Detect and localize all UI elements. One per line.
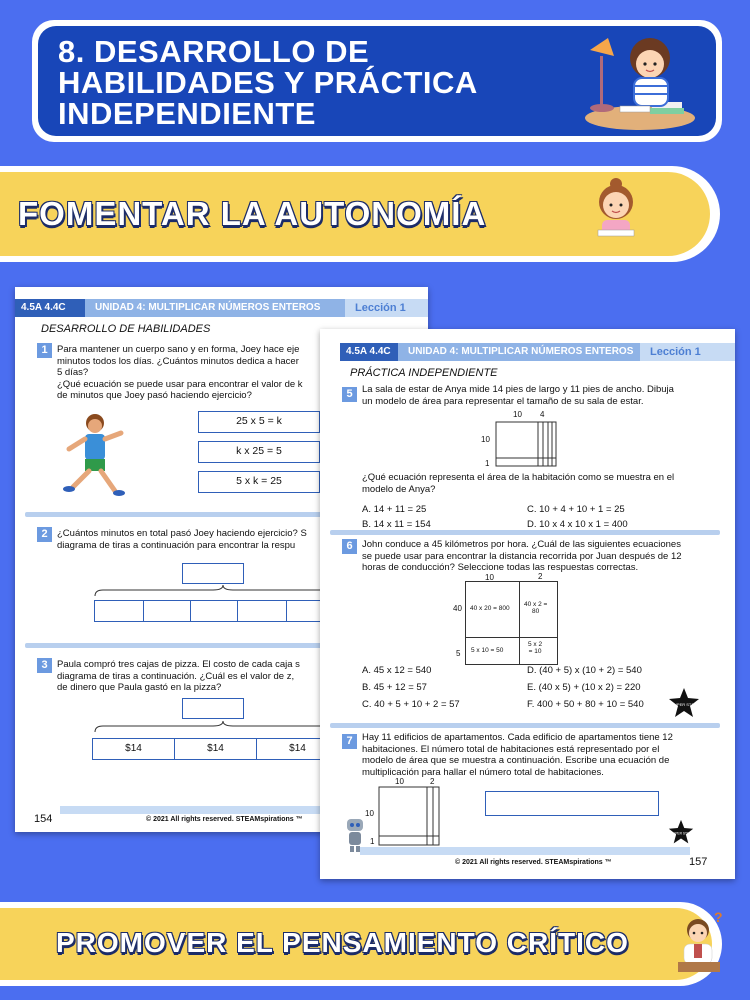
right-worksheet-page bbox=[320, 329, 735, 879]
answer-option[interactable]: B. 45 + 12 = 57 bbox=[362, 682, 427, 693]
answer-box[interactable] bbox=[485, 791, 659, 816]
question-number: 7 bbox=[342, 734, 357, 749]
copyright: © 2021 All rights reserved. STEAMspirations ™ bbox=[455, 859, 612, 866]
super-star-icon bbox=[668, 687, 700, 719]
question-text: Hay 11 edificios de apartamentos. Cada edificio de apartamentos tiene 12 habitaciones. El número total de habitaciones está representado por el modelo de área que se muestra a continuación. Escribe una ecuación de multiplicación para hallar el número total de habitaciones. bbox=[362, 732, 673, 778]
question-number: 3 bbox=[37, 658, 52, 673]
section-divider bbox=[330, 723, 720, 728]
svg-text:?: ? bbox=[714, 910, 723, 925]
answer-option[interactable]: C. 40 + 5 + 10 + 2 = 57 bbox=[362, 699, 460, 710]
strip-cell: $14 bbox=[92, 738, 175, 760]
svg-text:SUPER STAR: SUPER STAR bbox=[671, 702, 697, 707]
girl-studying-illustration bbox=[580, 28, 700, 132]
area-model bbox=[465, 581, 558, 665]
area-label: 10 bbox=[365, 809, 374, 818]
area-label: 2 bbox=[538, 572, 543, 581]
page-title: 8. DESARROLLO DE HABILIDADES Y PRÁCTICA INDEPENDIENTE bbox=[58, 34, 477, 131]
page-number: 154 bbox=[34, 813, 53, 825]
answer-option[interactable]: B. 14 x 11 = 154 bbox=[362, 519, 431, 530]
area-cell: 40 x 20 = 800 bbox=[470, 605, 510, 612]
equation-option[interactable]: 25 x 5 = k bbox=[198, 411, 320, 433]
section-title: DESARROLLO DE HABILIDADES bbox=[41, 323, 211, 335]
answer-option[interactable]: A. 14 + 11 = 25 bbox=[362, 504, 427, 515]
worksheet-code: 4.5A 4.4C bbox=[15, 299, 85, 317]
area-label: 2 bbox=[430, 777, 435, 786]
question-text: ¿Cuántos minutos en total pasó Joey haciendo ejercicio? S diagrama de tiras a continuación para encontrar la respu bbox=[57, 528, 307, 551]
question-number: 1 bbox=[37, 343, 52, 358]
footer-bar bbox=[360, 847, 690, 855]
running-boy-illustration bbox=[55, 409, 135, 501]
top-banner-text: FOMENTAR LA AUTONOMÍA bbox=[18, 195, 487, 232]
area-label: 5 bbox=[456, 649, 461, 658]
answer-option[interactable]: D. 10 x 4 x 10 x 1 = 400 bbox=[527, 519, 628, 530]
area-model bbox=[495, 421, 557, 467]
strip-cell: $14 bbox=[174, 738, 257, 760]
page-number: 157 bbox=[689, 856, 708, 868]
equation-option[interactable]: 5 x k = 25 bbox=[198, 471, 320, 493]
thinking-man-icon bbox=[676, 910, 726, 974]
answer-box[interactable] bbox=[182, 563, 244, 584]
area-label: 10 bbox=[481, 435, 490, 444]
answer-option[interactable]: A. 45 x 12 = 540 bbox=[362, 665, 432, 676]
answer-option[interactable]: C. 10 + 4 + 10 + 1 = 25 bbox=[527, 504, 625, 515]
answer-option[interactable]: D. (40 + 5) x (10 + 2) = 540 bbox=[527, 665, 642, 676]
question-number: 5 bbox=[342, 387, 357, 402]
question-text: La sala de estar de Anya mide 14 pies de largo y 11 pies de ancho. Dibuja un modelo de área para representar el tamaño de su sala de estar. bbox=[362, 384, 674, 407]
section-title: PRÁCTICA INDEPENDIENTE bbox=[350, 367, 498, 379]
question-text: Paula compró tres cajas de pizza. El costo de cada caja s diagrama de tiras a continuación. ¿Cuál es el valor de z, de dinero que Paula gastó en la pizza? bbox=[57, 659, 300, 693]
question-number: 2 bbox=[37, 527, 52, 542]
area-label: 10 bbox=[485, 573, 494, 582]
strip-cell bbox=[143, 600, 191, 622]
question-text: Para mantener un cuerpo sano y en forma, Joey hace eje minutos todos los días. ¿Cuántos minutos dedica a hacer 5 días? ¿Qué ecuación se puede usar para encontrar el valor de k de minutos que Joey pasó haciendo ejercicio? bbox=[57, 344, 303, 401]
copyright: © 2021 All rights reserved. STEAMspirations ™ bbox=[146, 816, 303, 823]
question-text: John conduce a 45 kilómetros por hora. ¿Cuál de las siguientes ecuaciones se puede usar para encontrar la distancia recorrida por Juan después de 12 horas de conducción? Seleccione todas las respuestas correctas. bbox=[362, 539, 682, 573]
area-model bbox=[378, 786, 440, 846]
worksheet-unit: UNIDAD 4: MULTIPLICAR NÚMEROS ENTEROS bbox=[85, 299, 345, 317]
strip-cell: $14 bbox=[256, 738, 339, 760]
svg-text:SUPER STAR: SUPER STAR bbox=[670, 831, 692, 836]
super-star-icon bbox=[668, 819, 694, 845]
question-number: 6 bbox=[342, 539, 357, 554]
worksheet-lesson: Lección 1 bbox=[640, 343, 735, 361]
worksheet-lesson: Lección 1 bbox=[345, 299, 428, 317]
girl-writing-icon bbox=[590, 176, 642, 242]
area-label: 10 bbox=[395, 777, 404, 786]
area-label: 1 bbox=[485, 459, 490, 468]
question-text: ¿Qué ecuación representa el área de la habitación como se muestra en el modelo de Anya? bbox=[362, 472, 675, 495]
answer-option[interactable]: E. (40 x 5) + (10 x 2) = 220 bbox=[527, 682, 641, 693]
bottom-banner-text: PROMOVER EL PENSAMIENTO CRÍTICO bbox=[56, 927, 629, 958]
area-cell: 5 x 10 = 50 bbox=[471, 647, 504, 654]
equation-option[interactable]: k x 25 = 5 bbox=[198, 441, 320, 463]
strip-cell bbox=[190, 600, 238, 622]
area-label: 4 bbox=[540, 410, 545, 419]
area-cell: 40 x 2 = 80 bbox=[524, 601, 548, 615]
area-label: 1 bbox=[370, 837, 375, 846]
section-divider bbox=[330, 530, 720, 535]
worksheet-code: 4.5A 4.4C bbox=[340, 343, 398, 361]
area-cell: 5 x 2 = 10 bbox=[528, 641, 543, 655]
answer-box[interactable] bbox=[182, 698, 244, 719]
area-label: 10 bbox=[513, 410, 522, 419]
worksheet-unit: UNIDAD 4: MULTIPLICAR NÚMEROS ENTEROS bbox=[398, 343, 640, 361]
strip-cell bbox=[237, 600, 287, 622]
area-label: 40 bbox=[453, 604, 462, 613]
answer-option[interactable]: F. 400 + 50 + 80 + 10 = 540 bbox=[527, 699, 644, 710]
strip-cell bbox=[94, 600, 144, 622]
